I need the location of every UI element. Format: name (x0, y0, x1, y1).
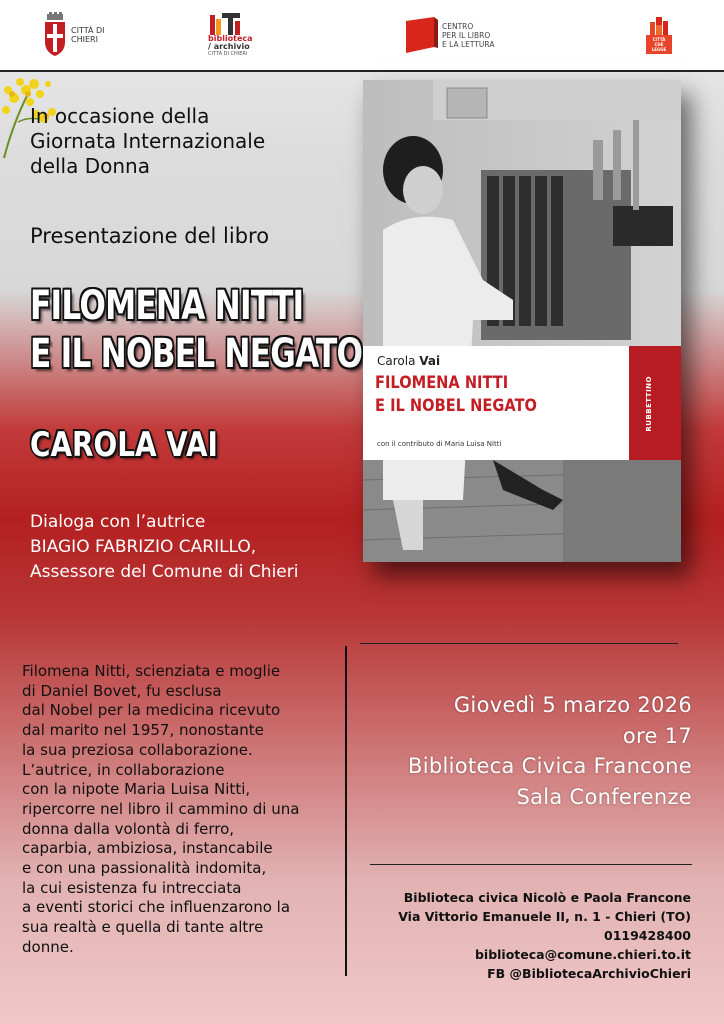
centro-logo-line3: E LA LETTURA (442, 39, 495, 49)
book-cover (363, 80, 681, 562)
open-book-icon (404, 17, 438, 53)
divider-vertical (345, 646, 347, 976)
contact-facebook[interactable]: FB @BibliotecaArchivioChieri (487, 966, 691, 981)
presentation-label: Presentazione del libro (30, 224, 270, 248)
description-line: con la nipote Maria Luisa Nitti, (22, 780, 251, 799)
intro-line-1: In occasione della (30, 104, 210, 128)
contact-address: Via Vittorio Emanuele II, n. 1 - Chieri (TO) (398, 909, 691, 924)
biblioteca-logo-line1: biblioteca (208, 33, 253, 43)
cover-title-line-1: FILOMENA NITTI (375, 373, 509, 393)
event-title-line-2: E IL NOBEL NEGATO (30, 331, 363, 377)
biblioteca-logo-line3: CITTÀ DI CHIERI (208, 50, 248, 57)
event-room: Sala Conferenze (516, 784, 692, 809)
biblioteca-archivio-logo (208, 10, 253, 60)
contact-name: Biblioteca civica Nicolò e Paola Francone (403, 890, 691, 905)
contact-email[interactable]: biblioteca@comune.chieri.to.it (474, 947, 691, 962)
centro-logo-text (442, 22, 494, 49)
divider-top (360, 643, 678, 644)
book-description (22, 662, 342, 958)
description-line: caparbia, ambiziosa, instancabile (22, 839, 273, 858)
description-line: Filomena Nitti, scienziata e moglie (22, 662, 281, 680)
intro-line-3: della Donna (30, 154, 150, 178)
cover-title-line-2: E IL NOBEL NEGATO (375, 396, 537, 416)
centro-logo-line1: CENTRO (442, 21, 474, 31)
description-line: L’autrice, in collaborazione (22, 760, 225, 779)
divider-bottom (370, 864, 692, 865)
citta-che-legge-logo (646, 10, 672, 60)
description-line: ripercorre nel libro il cammino di una (22, 799, 300, 818)
event-title-line-1: FILOMENA NITTI (30, 283, 304, 329)
description-line: la sua preziosa collaborazione. (22, 740, 253, 759)
description-line: la cui esistenza fu intrecciata (22, 878, 242, 897)
cover-author (377, 354, 440, 368)
centro-logo-line2: PER IL LIBRO (442, 30, 491, 40)
description-line: a eventi storici che influenzarono la (22, 898, 291, 917)
contact-info (398, 888, 691, 983)
event-info (408, 690, 692, 812)
description-line: e con una passionalità indomita, (22, 859, 267, 878)
books-icon (208, 13, 244, 35)
contact-phone[interactable]: 0119428400 (604, 928, 691, 943)
author-name: CAROLA VAI (30, 425, 218, 465)
dialog-line-3: Assessore del Comune di Chieri (30, 562, 299, 582)
description-line: dal Nobel per la medicina ricevuto (22, 701, 281, 720)
chieri-crest-icon (42, 12, 68, 58)
description-line: di Daniel Bovet, fu esclusa (22, 681, 222, 700)
event-date: Giovedì 5 marzo 2026 (453, 693, 692, 717)
intro-line-2: Giornata Internazionale (30, 129, 266, 153)
citta-chieri-logo (42, 10, 105, 60)
citta-che-legge-text: CITTÀ CHE LEGGE (646, 35, 672, 54)
event-time: ore 17 (622, 723, 692, 748)
cover-author-first: Carola (377, 354, 416, 368)
cover-author-last: Vai (419, 354, 441, 368)
cover-publisher-strip (629, 346, 681, 460)
event-title (30, 282, 362, 378)
cover-contribution: con il contributo di Maria Luisa Nitti (377, 440, 502, 448)
description-line: donna dalla volontà di ferro, (22, 819, 235, 838)
cover-title-panel (363, 346, 629, 460)
intro-text (30, 104, 330, 179)
dialog-line-1: Dialoga con l’autrice (30, 512, 206, 532)
centro-libro-logo (404, 10, 494, 60)
cover-publisher: RUBBETTINO (645, 376, 653, 432)
logo-bar (0, 0, 724, 72)
citta-che-legge-icon (646, 17, 672, 35)
dialog-text (30, 510, 298, 585)
description-line: dal marito nel 1957, nonostante (22, 721, 264, 740)
event-place: Biblioteca Civica Francone (408, 754, 692, 778)
cover-title (375, 372, 537, 418)
description-line: sua realtà e quella di tante altre (22, 918, 264, 937)
dialog-line-2: BIAGIO FABRIZIO CARILLO, (30, 537, 257, 557)
biblioteca-logo-line2: / archivio (208, 41, 250, 51)
chieri-logo-text: CITTÀ DI CHIERI (71, 26, 105, 44)
description-line: donne. (22, 937, 74, 956)
scientist-photo (363, 80, 681, 562)
